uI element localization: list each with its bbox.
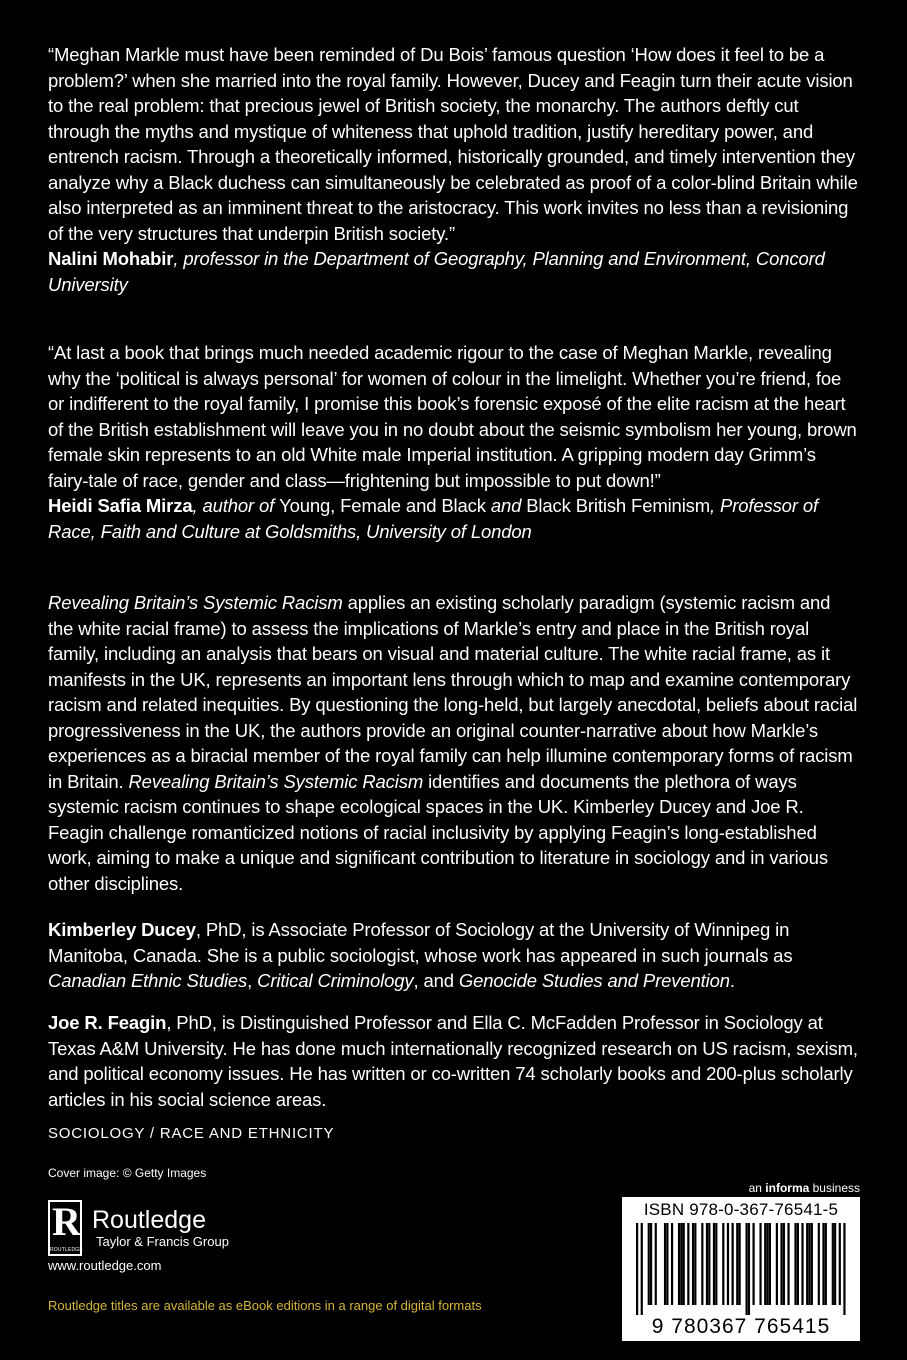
isbn-label: ISBN 978-0-367-76541-5 (643, 1200, 839, 1219)
barcode-bar (687, 1223, 689, 1305)
barcode-bar (713, 1223, 715, 1305)
description-text: applies an existing scholarly paradigm (systemic racism and the white racial frame) to assess the implications of Markle’s entry and place in the British royal family, including an analysis that bears on visual and material culture. The white racial frame, as it manifests in the UK, represents an important lens through which to map and examine contemporary racism and related inequities. By questioning the long-held, but largely anecdotal, beliefs about racial progressiveness in the UK, the authors provide an original counter-narrative about how Markle’s experiences as a biracial member of the royal family can help illumine contemporary forms of racism in Britain. (48, 592, 858, 792)
barcode-bar (808, 1223, 810, 1305)
barcode-bar (732, 1223, 734, 1305)
barcode-bar (701, 1223, 703, 1305)
informa-prefix: an (748, 1181, 766, 1195)
barcode-bar (692, 1223, 694, 1305)
description-text: identifies and documents the plethora of ways systemic racism continues to shape ecological spaces in the UK. Kimberley Ducey and Joe R. Feagin challenge romanticized notions of racial inclusivity by applying Feagin’s long-established work, aiming to make a unique and significant contribution to literature in sociology and in various other disciplines. (48, 770, 828, 894)
barcode-bar (736, 1223, 738, 1305)
barcode-bar (825, 1223, 827, 1305)
author-bio-feagin (48, 1010, 860, 1112)
cover-credit: Cover image: © Getty Images (48, 1166, 207, 1180)
barcode-bar (641, 1223, 643, 1315)
barcode-bar (680, 1223, 682, 1305)
blurb-author-name: Nalini Mohabir (48, 248, 174, 269)
author-bio-ducey (48, 917, 860, 994)
logo-letter: R (52, 1199, 81, 1244)
barcode-bars (636, 1223, 848, 1315)
barcode-bar (794, 1223, 796, 1305)
journal-title: Canadian Ethnic Studies (48, 970, 248, 991)
barcode-bar (739, 1223, 741, 1305)
publisher-name: Routledge (92, 1206, 206, 1234)
blurb-affiliation-and: and (485, 495, 527, 516)
blurb-attribution (48, 493, 860, 544)
barcode-bar (780, 1223, 782, 1305)
barcode-bar (664, 1223, 666, 1305)
barcode-bar (818, 1223, 820, 1305)
blurb-author-name: Heidi Safia Mirza (48, 495, 193, 516)
journal-title: Genocide Studies and Prevention (458, 970, 730, 991)
book-description (48, 590, 860, 896)
barcode-bar (766, 1223, 768, 1305)
barcode-bar (797, 1223, 799, 1305)
journal-title: Critical Criminology (257, 970, 414, 991)
barcode-bar (748, 1223, 750, 1315)
barcode-bar (648, 1223, 650, 1305)
barcode-bar (811, 1223, 813, 1305)
blurb-affiliation-suffix: , Professor of Race, Faith and Culture at Goldsmiths, University of London (48, 495, 818, 542)
informa-suffix: business (809, 1181, 860, 1195)
blurb-mirza (48, 340, 860, 544)
separator: , (247, 970, 258, 991)
barcode-bar (671, 1223, 673, 1305)
barcode-bar (678, 1223, 680, 1305)
barcode-bar (834, 1223, 836, 1305)
barcode-bar (764, 1223, 766, 1305)
barcode-bar (727, 1223, 729, 1305)
barcode-digits: 9 780367 765415 (651, 1315, 831, 1338)
blurb-attribution (48, 246, 860, 297)
barcode-bar (839, 1223, 841, 1305)
blurb-affiliation-prefix: , author of (192, 495, 280, 516)
bio-text: , PhD, is Distinguished Professor and Ella C. McFadden Professor in Sociology at Texas A&M University. He has done much internationally recognized research on US racism, sexism, and political economy issues. He has written or co-written 74 scholarly books and 200-plus scholarly articles in his social science areas. (48, 1012, 858, 1110)
barcode (622, 1197, 860, 1341)
barcode-bar (787, 1223, 789, 1305)
book-title: Black British Feminism (526, 495, 711, 516)
barcode-bar (776, 1223, 778, 1305)
barcode-bar (783, 1223, 785, 1305)
barcode-bar (806, 1223, 808, 1305)
ebook-note: Routledge titles are available as eBook editions in a range of digital formats (48, 1298, 482, 1313)
barcode-bar (666, 1223, 668, 1305)
book-title: Revealing Britain’s Systemic Racism (48, 592, 343, 613)
barcode-bar (759, 1223, 761, 1305)
period: . (729, 970, 735, 991)
blurb-quote: “At last a book that brings much needed academic rigour to the case of Meghan Markle, revealing why the ‘political is always personal’ for women of colour in the limelight. Whether you’re friend, foe or indifferent to the royal family, I promise this book’s forensic exposé of the elite racism at the heart of the British establishment will leave you in no doubt about the seismic symbolism her young, brown female skin represents to an old White male Imperial institution. A gripping modern day Grimm’s fairy-tale of race, gender and class—frightening but impossible to put down!” (48, 342, 857, 491)
publisher-group: Taylor & Francis Group (96, 1234, 229, 1249)
publisher-text (92, 1206, 229, 1250)
barcode-bar (694, 1223, 696, 1305)
blurb-quote: “Meghan Markle must have been reminded of Du Bois’ famous question ‘How does it feel to be a problem?’ when she married into the royal family. However, Ducey and Feagin turn their acute vision to the real problem: that precious jewel of British society, the monarchy. The authors deftly cut through the myths and mystique of whiteness that uphold tradition, justify hereditary power, and entrench racism. Through a theoretically informed, historically grounded, and timely intervention they analyze why a Black duchess can simultaneously be celebrated as proof of a color-blind Britain while also interpreted as an imminent threat to the aristocracy. This work invites no less than a revisioning of the very structures that underpin British society.” (48, 44, 858, 244)
barcode-bar (843, 1223, 845, 1315)
barcode-bar (722, 1223, 724, 1305)
publisher-url: www.routledge.com (48, 1258, 162, 1273)
barcode-bar (708, 1223, 710, 1305)
barcode-bar (769, 1223, 771, 1305)
book-title: Revealing Britain’s Systemic Racism (128, 770, 424, 792)
barcode-bar (636, 1223, 638, 1315)
blurb-mohabir (48, 42, 860, 297)
separator: , and (413, 970, 459, 991)
barcode-bar (706, 1223, 708, 1305)
informa-brand: informa (765, 1181, 810, 1195)
logo-word: ROUTLEDGE (50, 1247, 83, 1253)
author-name: Kimberley Ducey (48, 919, 196, 940)
barcode-bar (715, 1223, 717, 1305)
barcode-bar (832, 1223, 834, 1305)
barcode-bar (801, 1223, 803, 1305)
subject-category: SOCIOLOGY / RACE AND ETHNICITY (48, 1125, 335, 1142)
informa-tagline (749, 1181, 860, 1195)
routledge-logo-icon (48, 1200, 82, 1256)
publisher-logo (48, 1200, 229, 1256)
barcode-bar (752, 1223, 754, 1305)
book-title: Young, Female and Black (279, 495, 486, 516)
author-name: Joe R. Feagin (48, 1012, 167, 1033)
bio-text: , PhD, is Associate Professor of Sociology at the University of Winnipeg in Manitoba, Canada. She is a public sociologist, whose work has appeared in such journals as (48, 919, 793, 966)
barcode-bar (650, 1223, 652, 1305)
barcode-bar (822, 1223, 824, 1305)
barcode-bar (655, 1223, 657, 1305)
barcode-bar (745, 1223, 747, 1315)
barcode-bar (683, 1223, 685, 1305)
blurb-affiliation: , professor in the Department of Geography, Planning and Environment, Concord University (48, 248, 825, 295)
